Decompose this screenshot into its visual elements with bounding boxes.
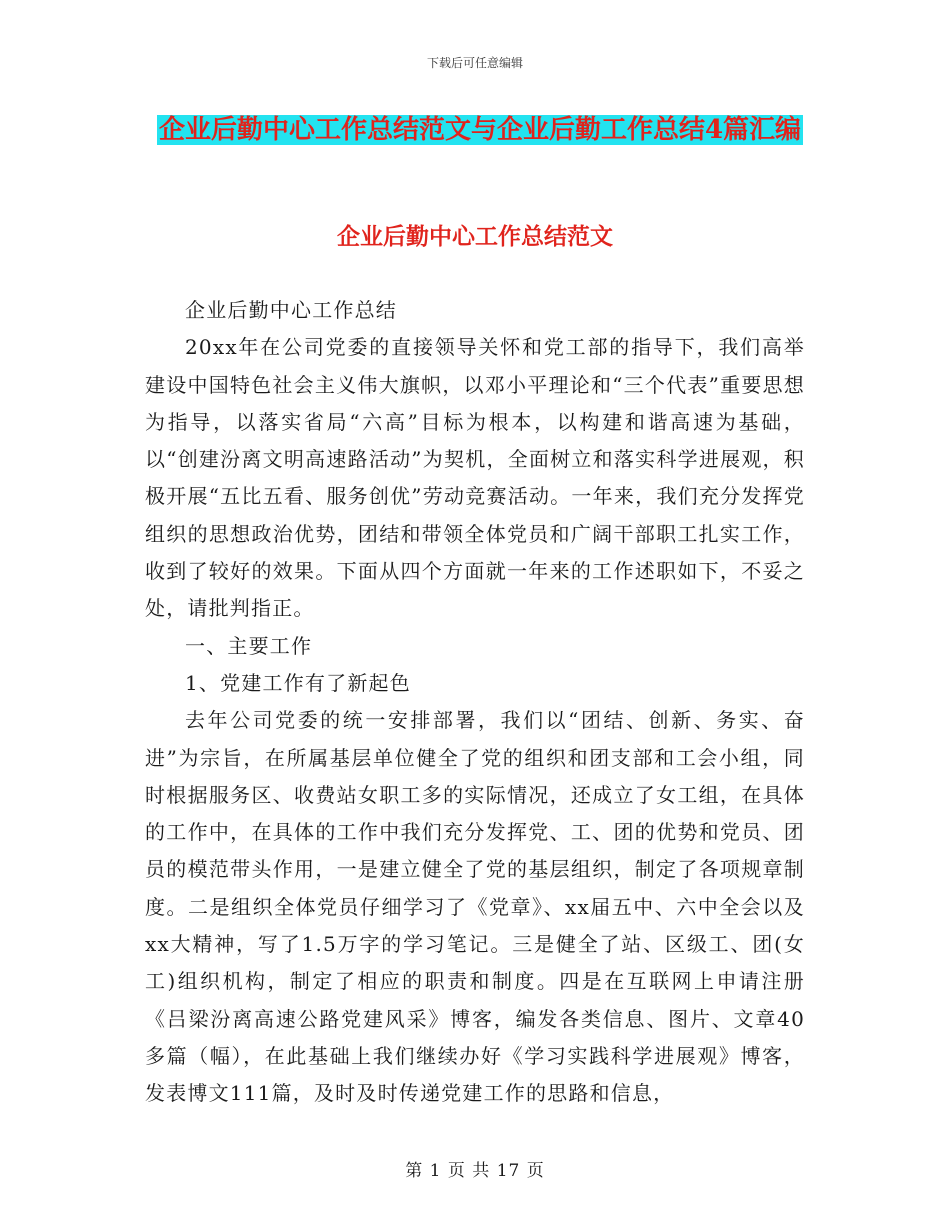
paragraph: 20xx年在公司党委的直接领导关怀和党工部的指导下，我们高举建设中国特色社会主义伟大旗帜，以邓小平理论和“三个代表”重要思想为指导，以落实省局“六高”目标为根本，以构建和谐高速为基础，以“创建汾离文明高速路活动”为契机，全面树立和落实科学进展观，积极开展“五比五看、服务创优”劳动竞赛活动。一年来，我们充分发挥党组织的思想政治优势，团结和带领全体党员和广阔干部职工扎实工作，收到了较好的效果。下面从四个方面就一年来的工作述职如下，不妥之处，请批判指正。	[145, 335, 805, 621]
paragraph: 去年公司党委的统一安排部署，我们以“团结、创新、务实、奋进”为宗旨，在所属基层单位健全了党的组织和团支部和工会小组，同时根据服务区、收费站女职工多的实际情况，还成立了女工组，在具体的工作中，在具体的工作中我们充分发挥党、工、团的优势和党员、团员的模范带头作用，一是建立健全了党的基层组织，制定了各项规章制度。二是组织全体党员仔细学习了《党章》、xx届五中、六中全会以及xx大精神，写了1.5万字的学习笔记。三是健全了站、区级工、团(女工)组织机构，制定了相应的职责和制度。四是在互联网上申请注册《吕梁汾离高速公路党建风采》博客，编发各类信息、图片、文章40多篇（幅），在此基础上我们继续办好《学习实践科学进展观》博客，发表博文111篇，及时及时传递党建工作的思路和信息，	[145, 708, 805, 1106]
document-body	[145, 292, 805, 1113]
page-header-note: 下载后可任意编辑	[426, 56, 523, 70]
paragraph: 1、党建工作有了新起色	[185, 670, 411, 695]
page-number-footer: 第 1 页 共 17 页	[405, 1161, 545, 1181]
section-title: 企业后勤中心工作总结范文	[337, 223, 613, 250]
document-title	[150, 108, 810, 152]
document-title-text: 企业后勤中心工作总结范文与企业后勤工作总结4篇汇编	[158, 115, 802, 145]
paragraph: 企业后勤中心工作总结	[185, 298, 397, 322]
paragraph: 一、主要工作	[185, 633, 313, 658]
